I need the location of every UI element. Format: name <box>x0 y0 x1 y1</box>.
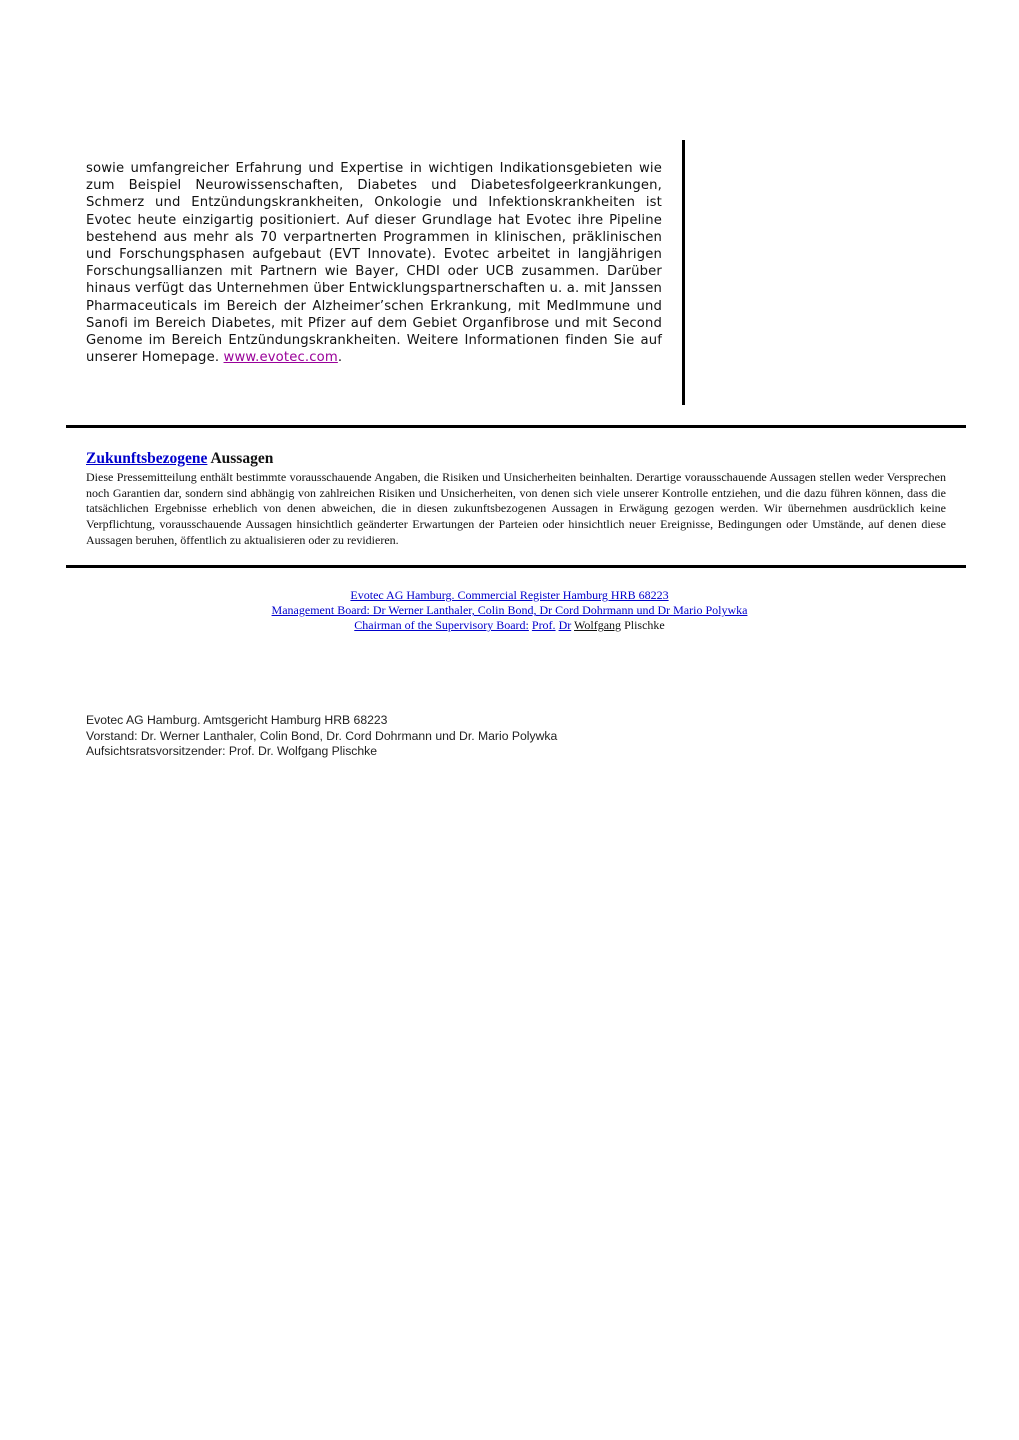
forward-looking-body: Diese Pressemitteilung enthält bestimmte vorausschauende Angaben, die Risiken und Unsicherheiten beinhalten. Derartige vorausschauende Aussagen stellen weder Versprechen noch Garantien dar, sondern sind abhängig von zahlreichen Risiken und Unsicherheiten, von denen sich viele unserer Kontrolle entziehen, und die dazu führen können, dass die tatsächlichen Ergebnisse erheblich von denen abweichen, die in diesen zukunftsbezogenen Aussagen in Erwägung gezogen werden. Wir übernehmen ausdrücklich keine Verpflichtung, vorausschauende Aussagen hinsichtlich geänderter Erwartungen der Parteien oder hinsichtlich neuer Ereignisse, Bedingungen oder Umstände, auf denen diese Aussagen beruhen, öffentlich zu aktualisieren oder zu revidieren. <box>86 470 946 547</box>
legal-footer-chairman: Aufsichtsratsvorsitzender: Prof. Dr. Wolfgang Plischke <box>86 744 378 759</box>
chairman-prof-link[interactable]: Prof. <box>531 618 556 633</box>
footer-links <box>0 588 1019 634</box>
management-board-link[interactable]: Management Board: Dr Werner Lanthaler, Colin Bond, Dr Cord Dohrmann und Dr Mario Polywka <box>271 603 748 618</box>
supervisory-board-link[interactable]: Chairman of the Supervisory Board: <box>354 618 529 633</box>
chairman-dr-link[interactable]: Dr <box>558 618 572 633</box>
legal-footer-board: Vorstand: Dr. Werner Lanthaler, Colin Bond, Dr. Cord Dohrmann und Dr. Mario Polywka <box>86 728 558 743</box>
forward-looking-heading-link[interactable]: Zukunftsbezogene <box>86 450 208 467</box>
legal-footer <box>86 713 557 760</box>
forward-looking-statements <box>86 449 946 549</box>
horizontal-divider-bottom <box>66 565 966 568</box>
vertical-divider <box>682 140 685 405</box>
company-description-text: sowie umfangreicher Erfahrung und Expertise in wichtigen Indikationsgebieten wie zum Beispiel Neurowissenschaften, Diabetes und Diabetesfolgeerkrankungen, Schmerz und Entzündungskrankheiten, Onkologie und Infektionskrankheiten ist Evotec heute einzigartig positioniert. Auf dieser Grundlage hat Evotec ihre Pipeline bestehend aus mehr als 70 verpartnerten Programmen in klinischen, präklinischen und Forschungsphasen aufgebaut (EVT Innovate). Evotec arbeitet in langjährigen Forschungsallianzen mit Partnern wie Bayer, CHDI oder UCB zusammen. Darüber hinaus verfügt das Unternehmen über Entwicklungspartnerschaften u. a. mit Janssen Pharmaceuticals im Bereich der Alzheimer’schen Erkrankung, mit MedImmune und Sanofi im Bereich Diabetes, mit Pfizer auf dem Gebiet Organfibrose und mit Second Genome im Bereich Entzündungskrankheiten. Weitere Informationen finden Sie auf unserer Homepage. <box>86 161 662 366</box>
chairman-last-name: Plischke <box>624 618 665 633</box>
forward-looking-heading <box>86 449 946 468</box>
company-description-period: . <box>337 350 343 366</box>
evotec-website-link[interactable]: www.evotec.com <box>223 350 338 366</box>
company-description <box>86 160 662 366</box>
forward-looking-heading-rest: Aussagen <box>207 450 274 467</box>
commercial-register-link[interactable]: Evotec AG Hamburg. Commercial Register Hamburg HRB 68223 <box>350 588 669 602</box>
horizontal-divider-top <box>66 425 966 428</box>
chairman-first-name: Wolfgang <box>574 618 622 633</box>
legal-footer-register: Evotec AG Hamburg. Amtsgericht Hamburg HRB 68223 <box>86 713 388 727</box>
